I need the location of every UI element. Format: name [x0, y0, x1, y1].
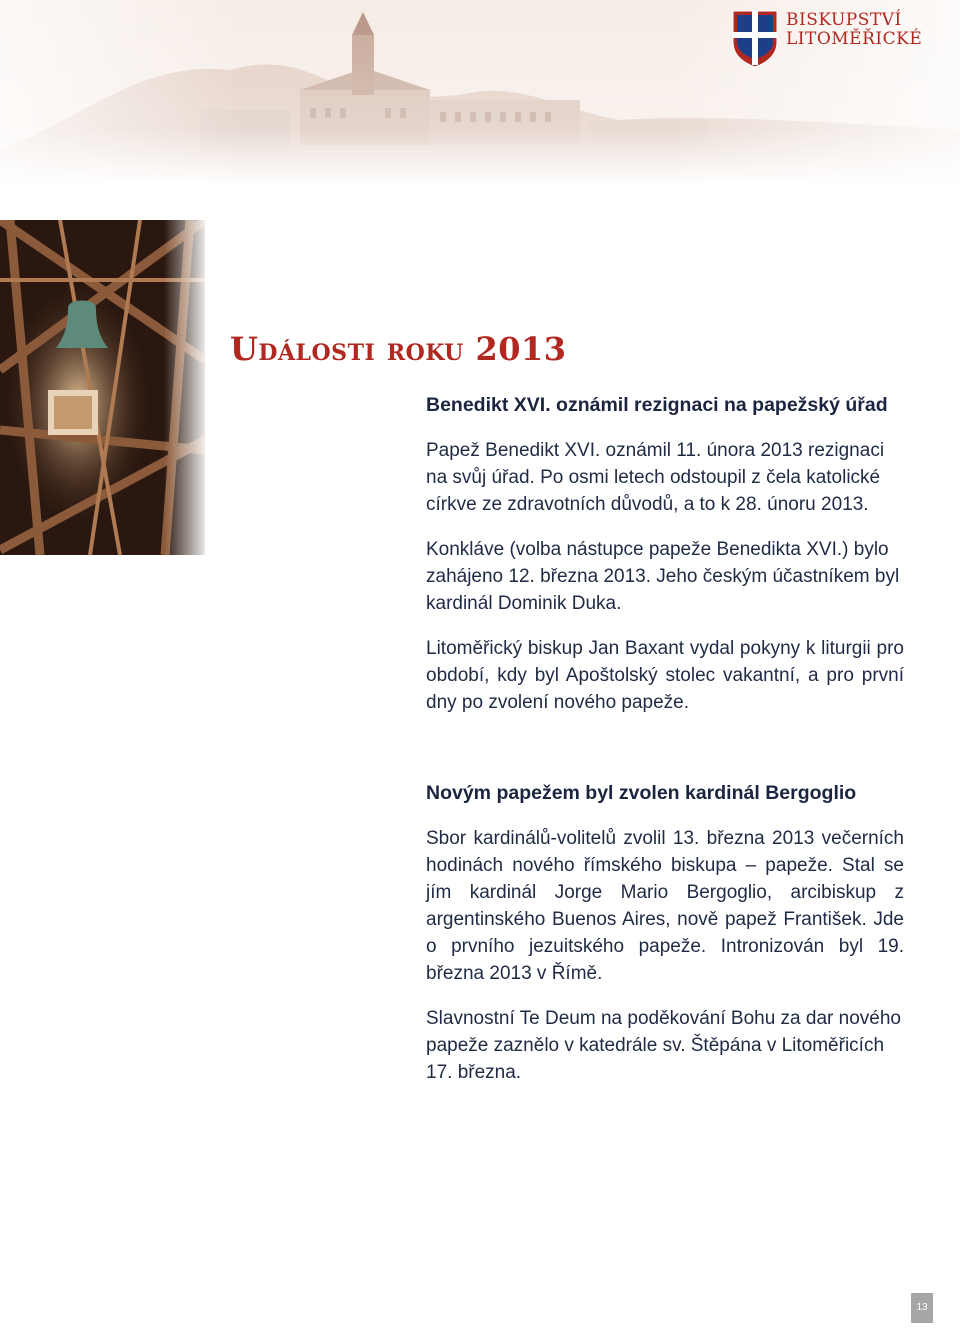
- logo-line-2: LITOMĚŘICKÉ: [786, 29, 923, 49]
- paragraph: Slavnostní Te Deum na poděkování Bohu za dar nového papeže zaznělo v katedrále sv. Štěpána v Litoměřicích 17. března.: [426, 1008, 901, 1083]
- section-benedict-resignation: [426, 392, 904, 716]
- paragraph: Litoměřický biskup Jan Baxant vydal pokyny k liturgii pro období, kdy byl Apoštolský stolec vakantní, a pro první dny po zvolení nového papeže.: [426, 638, 904, 713]
- article-content: [426, 392, 904, 1104]
- page-number: 13: [911, 1293, 933, 1323]
- section-new-pope: [426, 780, 904, 1086]
- section-heading: Benedikt XVI. oznámil rezignaci na papežský úřad: [426, 394, 888, 416]
- logo-line-1: BISKUPSTVÍ: [786, 10, 902, 30]
- section-heading: Novým papežem byl zvolen kardinál Bergoglio: [426, 782, 857, 804]
- paragraph: Sbor kardinálů-volitelů zvolil 13. března 2013 večerních hodinách nového římského biskupa – papeže. Stal se jím kardinál Jorge Mario Bergoglio, arcibiskup z argentinského Buenos Aires, nově papež František. Jde o prvního jezuitského papeže. Intronizován byl 19. března 2013 v Římě.: [426, 828, 904, 984]
- page-title: Události roku 2013: [230, 330, 567, 368]
- paragraph: Papež Benedikt XVI. oznámil 11. února 2013 rezignaci na svůj úřad. Po osmi letech odstoupil z čela katolické církve ze zdravotních důvodů, a to k 28. únoru 2013.: [426, 440, 885, 515]
- bell-tower-photo: [0, 220, 205, 555]
- bell-tower-image: [0, 220, 205, 555]
- logo-text: [786, 11, 922, 49]
- diocese-logo[interactable]: [728, 6, 938, 70]
- paragraph: Konkláve (volba nástupce papeže Benedikta XVI.) bylo zahájeno 12. března 2013. Jeho českým účastníkem byl kardinál Dominik Duka.: [426, 539, 900, 614]
- diocese-shield-icon: [732, 10, 778, 68]
